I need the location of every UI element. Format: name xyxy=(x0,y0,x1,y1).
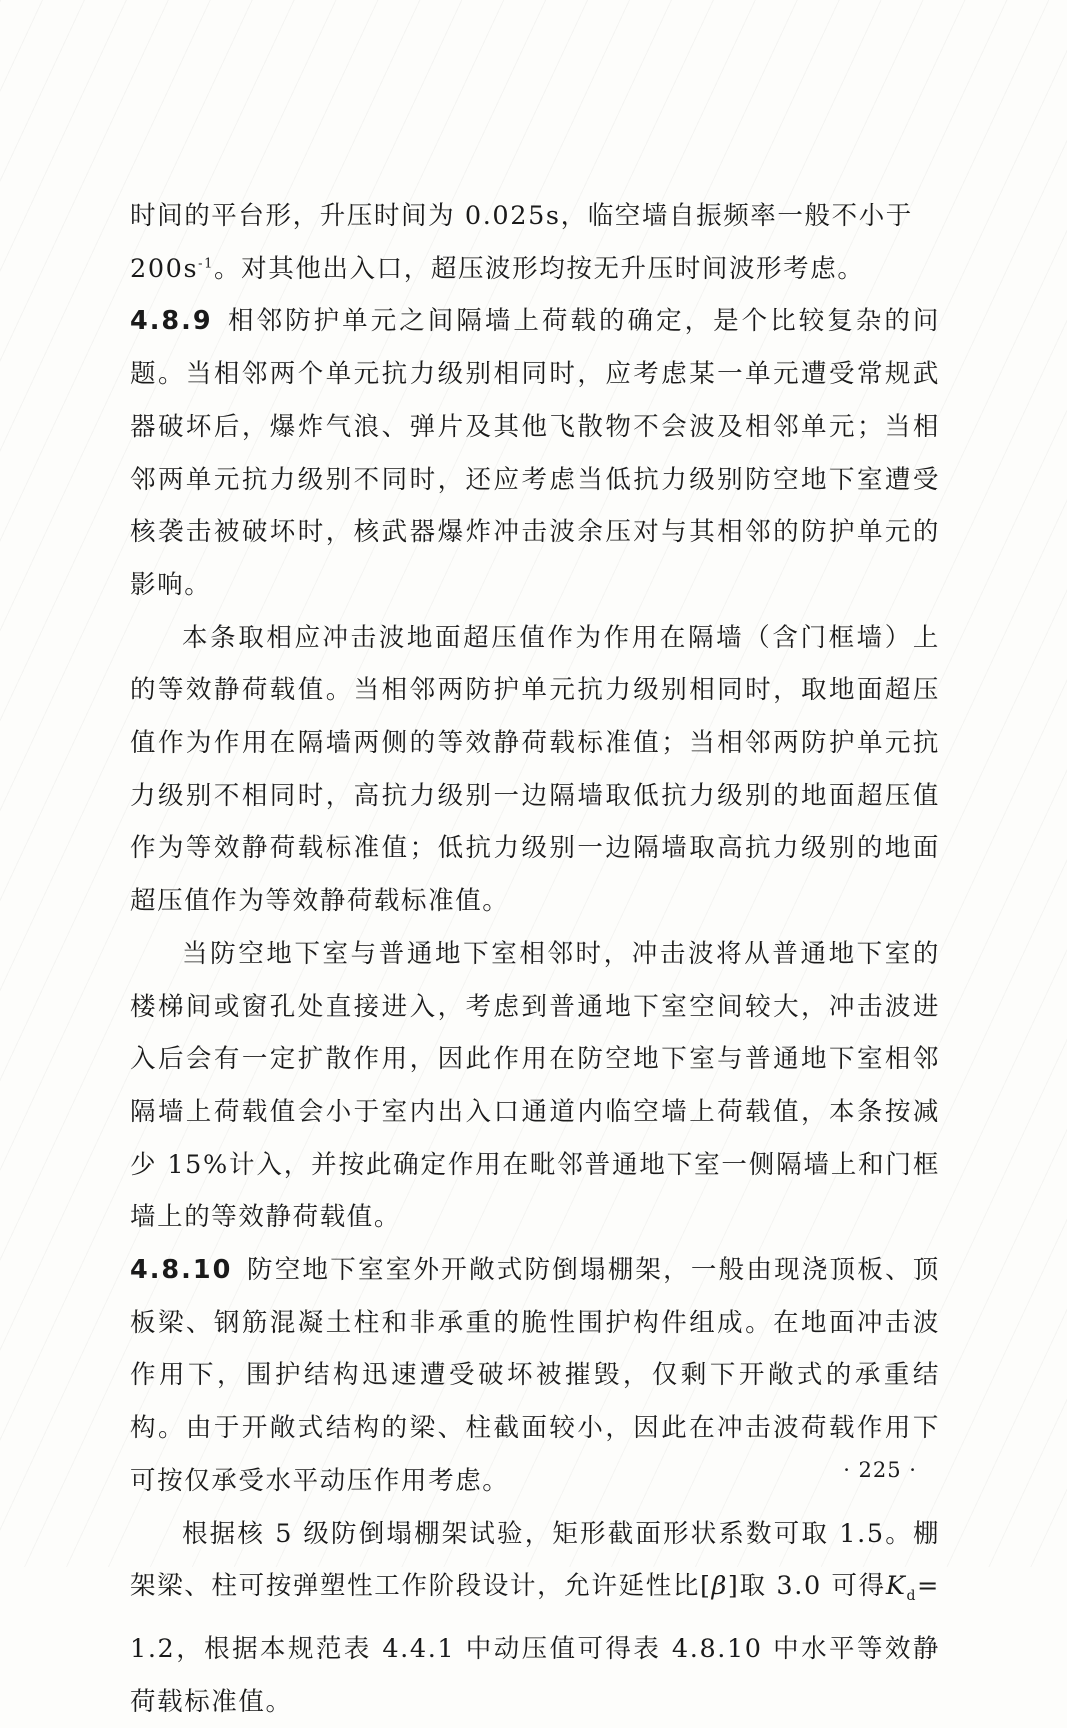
k-symbol: K xyxy=(885,1571,907,1602)
text-segment: 根据核 5 级防倒塌棚架试验，矩形截面形状系数可取 1.5。棚架梁、柱可按弹塑性工作阶段设计，允许延性比[ xyxy=(130,1518,940,1602)
continuation-line-2-pre: 200s xyxy=(130,253,199,284)
beta-symbol: β xyxy=(711,1571,728,1602)
paragraph: 本条取相应冲击波地面超压值作为作用在隔墙（含门框墙）上的等效静荷载值。当相邻两防护单元抗力级别相同时，取地面超压值作为作用在隔墙两侧的等效静荷载标准值；当相邻两防护单元抗力级别不相同时，高抗力级别一边隔墙取低抗力级别的地面超压值作为等效静荷载标准值；低抗力级别一边隔墙取高抗力级别的地面超压值作为等效静荷载标准值。 xyxy=(130,622,940,917)
section-text: 防空地下室室外开敞式防倒塌棚架，一般由现浇顶板、顶板梁、钢筋混凝土柱和非承重的脆性围护构件组成。在地面冲击波作用下，围护结构迅速遭受破坏被摧毁，仅剩下开敞式的承重结构。由于开敞式结构的梁、柱截面较小，因此在冲击波荷载作用下可按仅承受水平动压作用考虑。 xyxy=(130,1255,940,1496)
section-number: 4.8.9 xyxy=(130,306,213,337)
continuation-line-1: 时间的平台形，升压时间为 0.025s，临空墙自振频率一般不小于 xyxy=(130,201,913,231)
section-text: 相邻防护单元之间隔墙上荷载的确定，是个比较复杂的问题。当相邻两个单元抗力级别相同时，应考虑某一单元遭受常规武器破坏后，爆炸气浪、弹片及其他飞散物不会波及相邻单元；当相邻两单元抗力级别不同时，还应考虑当低抗力级别防空地下室遭受核袭击被破坏时，核武器爆炸冲击波余压对与其相邻的防护单元的影响。 xyxy=(130,306,940,600)
k-subscript: d xyxy=(906,1588,918,1605)
text-segment: ]取 3.0 可得 xyxy=(727,1571,886,1602)
text-segment: =1.2，根据本规范表 4.4.1 中动压值可得表 4.8.10 中水平等效静荷载标准值。 xyxy=(130,1571,940,1717)
paragraph: 当防空地下室与普通地下室相邻时，冲击波将从普通地下室的楼梯间或窗孔处直接进入，考虑到普通地下室空间较大，冲击波进入后会有一定扩散作用，因此作用在防空地下室与普通地下室相邻隔墙上荷载值会小于室内出入口通道内临空墙上荷载值，本条按减少 15%计入，并按此确定作用在毗邻普通地下室一侧隔墙上和门框墙上的等效静荷载值。 xyxy=(130,938,940,1233)
paragraph xyxy=(130,1508,940,1728)
section-4-8-9 xyxy=(130,295,940,611)
exponent: -1 xyxy=(198,256,215,272)
continuation-line-2-post: 。对其他出入口，超压波形均按无升压时间波形考虑。 xyxy=(214,253,865,284)
document-body xyxy=(130,190,940,1728)
section-number: 4.8.10 xyxy=(130,1255,233,1286)
section-4-8-10 xyxy=(130,1244,940,1508)
paragraph-continuation xyxy=(130,190,940,295)
page-number: · 225 · xyxy=(843,1458,917,1482)
